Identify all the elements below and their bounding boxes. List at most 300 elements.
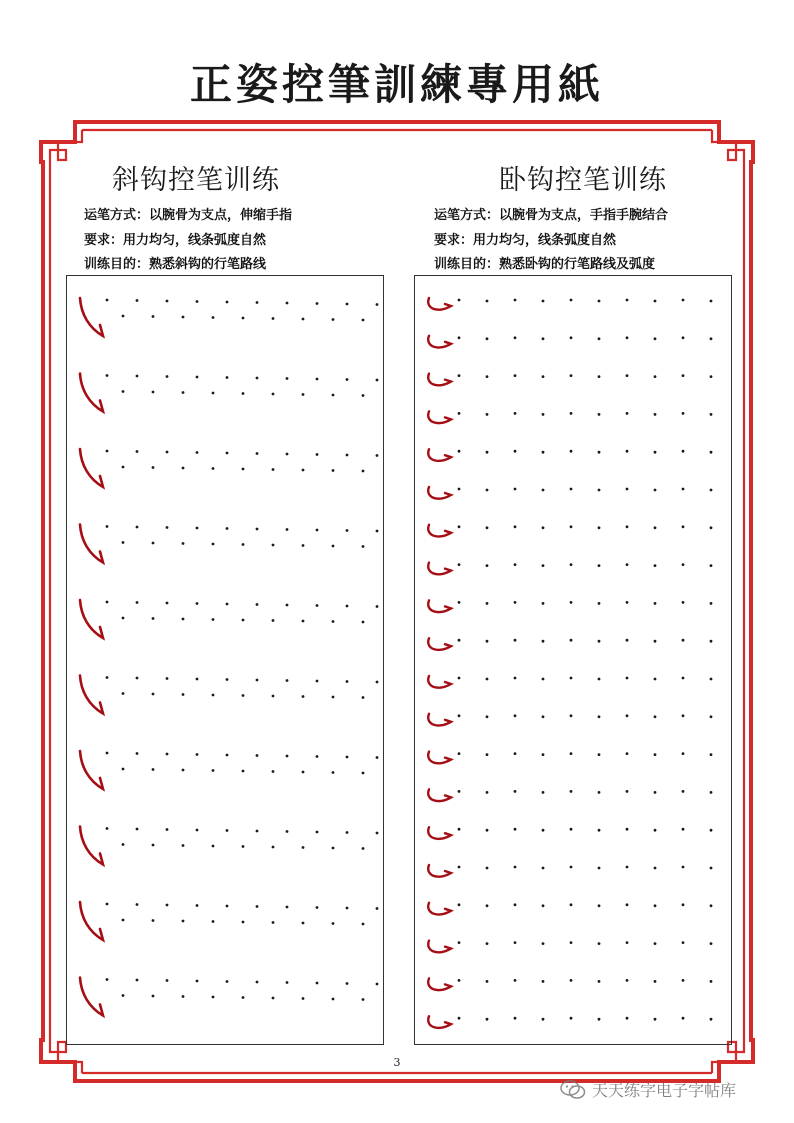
guide-dot [302, 469, 305, 472]
guide-dot [256, 830, 259, 833]
guide-dot [654, 1018, 657, 1021]
guide-dot [598, 715, 601, 718]
guide-dot [514, 525, 517, 528]
lying-hook-stroke [428, 978, 451, 990]
guide-dot [626, 714, 629, 717]
guide-dot [486, 980, 489, 983]
guide-dot [346, 529, 349, 532]
guide-dot [332, 771, 335, 774]
slant-hook-stroke [80, 827, 103, 865]
slant-hook-stroke [80, 449, 103, 487]
lying-hook-stroke [428, 525, 451, 537]
guide-dot [458, 790, 461, 793]
guide-dot [682, 903, 685, 906]
guide-dot [710, 640, 713, 643]
guide-dot [542, 829, 545, 832]
guide-dot [514, 1017, 517, 1020]
guide-dot [570, 336, 573, 339]
guide-dot [542, 678, 545, 681]
guide-dot [542, 640, 545, 643]
guide-dot [302, 922, 305, 925]
left-panel-heading: 斜钩控笔训练 [112, 165, 280, 196]
guide-dot [332, 922, 335, 925]
guide-dot [106, 601, 109, 604]
guide-dot [166, 753, 169, 756]
guide-dot [598, 980, 601, 983]
guide-dot [166, 828, 169, 831]
guide-dot [106, 525, 109, 528]
guide-dot [458, 714, 461, 717]
guide-dot [212, 392, 215, 395]
guide-dot [272, 695, 275, 698]
slant-hook-stroke [80, 525, 103, 563]
guide-dot [212, 845, 215, 848]
guide-dot [196, 527, 199, 530]
guide-dot [626, 563, 629, 566]
lying-hook-practice-grid[interactable] [414, 275, 732, 1045]
guide-dot [286, 830, 289, 833]
guide-dot [136, 903, 139, 906]
guide-dot [682, 639, 685, 642]
guide-dot [458, 979, 461, 982]
guide-dot [122, 768, 125, 771]
guide-dot [654, 753, 657, 756]
guide-dot [654, 715, 657, 718]
guide-dot [598, 791, 601, 794]
right-requirement-text: 要求：用力均匀，线条弧度自然 [434, 233, 617, 248]
lying-hook-stroke [428, 336, 451, 348]
guide-dot [570, 979, 573, 982]
guide-dot [514, 563, 517, 566]
slant-hook-stroke [80, 978, 103, 1016]
guide-dot [542, 564, 545, 567]
guide-dot [362, 998, 365, 1001]
guide-dot [514, 677, 517, 680]
guide-dot [182, 769, 185, 772]
guide-dot [458, 601, 461, 604]
guide-dot [152, 391, 155, 394]
guide-dot [514, 336, 517, 339]
guide-dot [654, 451, 657, 454]
guide-dot [682, 488, 685, 491]
lying-hook-stroke [428, 903, 451, 915]
guide-dot [570, 525, 573, 528]
guide-dot [514, 941, 517, 944]
guide-dot [182, 693, 185, 696]
guide-dot [710, 867, 713, 870]
guide-dot [598, 300, 601, 303]
guide-dot [346, 680, 349, 683]
guide-dot [286, 981, 289, 984]
guide-dot [682, 299, 685, 302]
guide-dot [226, 678, 229, 681]
guide-dot [212, 920, 215, 923]
guide-dot [226, 980, 229, 983]
guide-dot [226, 376, 229, 379]
guide-dot [542, 942, 545, 945]
guide-dot [272, 317, 275, 320]
guide-dot [332, 394, 335, 397]
guide-dot [542, 1018, 545, 1021]
guide-dot [570, 903, 573, 906]
guide-dot [152, 768, 155, 771]
guide-dot [570, 601, 573, 604]
lying-hook-stroke [428, 563, 451, 575]
guide-dot [626, 941, 629, 944]
guide-dot [486, 337, 489, 340]
guide-dot [598, 451, 601, 454]
guide-dot [302, 771, 305, 774]
guide-dot [710, 564, 713, 567]
guide-dot [376, 454, 379, 457]
guide-dot [332, 545, 335, 548]
guide-dot [682, 866, 685, 869]
guide-dot [598, 753, 601, 756]
guide-dot [196, 829, 199, 832]
guide-dot [514, 639, 517, 642]
guide-dot [598, 942, 601, 945]
guide-dot [106, 827, 109, 830]
guide-dot [272, 997, 275, 1000]
guide-dot [196, 376, 199, 379]
guide-dot [122, 919, 125, 922]
guide-dot [286, 377, 289, 380]
guide-dot [242, 694, 245, 697]
guide-dot [654, 640, 657, 643]
guide-dot [362, 470, 365, 473]
guide-dot [486, 300, 489, 303]
guide-dot [486, 867, 489, 870]
guide-dot [256, 452, 259, 455]
guide-dot [570, 1017, 573, 1020]
guide-dot [196, 980, 199, 983]
guide-dot [196, 451, 199, 454]
guide-dot [272, 846, 275, 849]
guide-dot [256, 905, 259, 908]
guide-dot [182, 995, 185, 998]
slant-hook-stroke [80, 751, 103, 789]
guide-dot [514, 714, 517, 717]
guide-dot [486, 526, 489, 529]
guide-dot [514, 374, 517, 377]
guide-dot [302, 620, 305, 623]
guide-dot [486, 640, 489, 643]
guide-dot [682, 714, 685, 717]
lying-hook-stroke [428, 714, 451, 726]
guide-dot [710, 300, 713, 303]
guide-dot [166, 300, 169, 303]
guide-dot [458, 374, 461, 377]
guide-dot [166, 602, 169, 605]
guide-dot [598, 640, 601, 643]
guide-dot [570, 412, 573, 415]
guide-dot [212, 694, 215, 697]
left-purpose-text: 训练目的：熟悉斜钩的行笔路线 [84, 257, 267, 272]
guide-dot [196, 602, 199, 605]
guide-dot [286, 906, 289, 909]
guide-dot [626, 1017, 629, 1020]
guide-dot [226, 829, 229, 832]
guide-dot [682, 677, 685, 680]
guide-dot [486, 602, 489, 605]
guide-dot [598, 413, 601, 416]
guide-dot [302, 393, 305, 396]
guide-dot [486, 451, 489, 454]
guide-dot [332, 998, 335, 1001]
guide-dot [376, 303, 379, 306]
guide-dot [302, 695, 305, 698]
guide-dot [682, 412, 685, 415]
guide-dot [458, 677, 461, 680]
lying-hook-stroke [428, 789, 451, 801]
guide-dot [332, 847, 335, 850]
guide-dot [316, 982, 319, 985]
guide-dot [570, 374, 573, 377]
guide-dot [654, 526, 657, 529]
guide-dot [598, 867, 601, 870]
guide-dot [136, 828, 139, 831]
guide-dot [486, 791, 489, 794]
guide-dot [272, 921, 275, 924]
guide-dot [226, 905, 229, 908]
guide-dot [570, 790, 573, 793]
guide-dot [458, 866, 461, 869]
guide-dot [654, 413, 657, 416]
lying-hook-stroke [428, 941, 451, 953]
guide-dot [152, 315, 155, 318]
guide-dot [542, 451, 545, 454]
guide-dot [682, 336, 685, 339]
guide-dot [362, 621, 365, 624]
lying-hook-stroke [428, 449, 451, 461]
guide-dot [710, 451, 713, 454]
guide-dot [458, 828, 461, 831]
guide-dot [598, 904, 601, 907]
guide-dot [570, 714, 573, 717]
lying-hook-stroke [428, 374, 451, 386]
guide-dot [316, 680, 319, 683]
guide-dot [542, 753, 545, 756]
lying-hook-stroke [428, 411, 451, 423]
guide-dot [654, 942, 657, 945]
guide-dot [542, 526, 545, 529]
guide-dot [362, 923, 365, 926]
slant-hook-practice-grid[interactable] [66, 275, 384, 1045]
guide-dot [106, 978, 109, 981]
guide-dot [654, 602, 657, 605]
guide-dot [710, 980, 713, 983]
guide-dot [152, 542, 155, 545]
guide-dot [514, 790, 517, 793]
guide-dot [272, 619, 275, 622]
guide-dot [212, 618, 215, 621]
guide-dot [682, 790, 685, 793]
guide-dot [332, 696, 335, 699]
guide-dot [242, 619, 245, 622]
guide-dot [226, 754, 229, 757]
guide-dot [626, 979, 629, 982]
guide-dot [458, 525, 461, 528]
guide-dot [332, 469, 335, 472]
guide-dot [486, 1018, 489, 1021]
guide-dot [256, 301, 259, 304]
lying-hook-stroke [428, 1016, 451, 1028]
guide-dot [682, 374, 685, 377]
guide-dot [570, 752, 573, 755]
guide-dot [654, 829, 657, 832]
lying-hook-stroke [428, 865, 451, 877]
guide-dot [166, 904, 169, 907]
guide-dot [182, 542, 185, 545]
right-panel-heading: 卧钩控笔训练 [499, 165, 667, 196]
guide-dot [682, 828, 685, 831]
guide-dot [710, 942, 713, 945]
guide-dot [376, 756, 379, 759]
left-requirement-text: 要求：用力均匀，线条弧度自然 [84, 233, 267, 248]
guide-dot [514, 903, 517, 906]
guide-dot [654, 678, 657, 681]
guide-dot [256, 528, 259, 531]
guide-dot [514, 601, 517, 604]
guide-dot [542, 867, 545, 870]
guide-dot [272, 468, 275, 471]
guide-dot [486, 564, 489, 567]
guide-dot [458, 412, 461, 415]
guide-dot [710, 715, 713, 718]
guide-dot [106, 450, 109, 453]
guide-dot [542, 300, 545, 303]
guide-dot [256, 377, 259, 380]
guide-dot [152, 844, 155, 847]
guide-dot [458, 450, 461, 453]
guide-dot [242, 770, 245, 773]
guide-dot [332, 620, 335, 623]
guide-dot [182, 316, 185, 319]
guide-dot [514, 979, 517, 982]
guide-dot [122, 541, 125, 544]
guide-dot [542, 413, 545, 416]
guide-dot [332, 318, 335, 321]
guide-dot [136, 601, 139, 604]
guide-dot [514, 450, 517, 453]
guide-dot [376, 379, 379, 382]
guide-dot [346, 982, 349, 985]
watermark [560, 1078, 736, 1101]
guide-dot [542, 375, 545, 378]
guide-dot [242, 845, 245, 848]
guide-dot [122, 843, 125, 846]
guide-dot [486, 375, 489, 378]
lying-hook-stroke [428, 676, 451, 688]
guide-dot [542, 337, 545, 340]
guide-dot [182, 467, 185, 470]
guide-dot [514, 828, 517, 831]
guide-dot [376, 983, 379, 986]
guide-dot [570, 941, 573, 944]
guide-dot [570, 488, 573, 491]
guide-dot [486, 942, 489, 945]
guide-dot [458, 299, 461, 302]
guide-dot [196, 753, 199, 756]
guide-dot [166, 451, 169, 454]
guide-dot [346, 756, 349, 759]
guide-dot [346, 907, 349, 910]
guide-dot [654, 904, 657, 907]
guide-dot [212, 316, 215, 319]
right-purpose-text: 训练目的：熟悉卧钩的行笔路线及弧度 [434, 257, 656, 272]
guide-dot [136, 677, 139, 680]
guide-dot [106, 676, 109, 679]
guide-dot [152, 466, 155, 469]
guide-dot [626, 601, 629, 604]
guide-dot [626, 790, 629, 793]
guide-dot [182, 618, 185, 621]
guide-dot [226, 603, 229, 606]
guide-dot [486, 715, 489, 718]
guide-dot [286, 453, 289, 456]
guide-dot [242, 921, 245, 924]
guide-dot [710, 829, 713, 832]
guide-dot [710, 753, 713, 756]
guide-dot [316, 529, 319, 532]
slant-hook-stroke [80, 298, 103, 336]
guide-dot [302, 997, 305, 1000]
guide-dot [682, 450, 685, 453]
guide-dot [542, 980, 545, 983]
guide-dot [122, 466, 125, 469]
guide-dot [182, 920, 185, 923]
guide-dot [710, 375, 713, 378]
guide-dot [152, 919, 155, 922]
guide-dot [286, 679, 289, 682]
guide-dot [626, 336, 629, 339]
guide-dot [166, 979, 169, 982]
guide-dot [272, 544, 275, 547]
guide-dot [196, 904, 199, 907]
guide-dot [486, 753, 489, 756]
guide-dot [302, 846, 305, 849]
guide-dot [682, 752, 685, 755]
guide-dot [256, 603, 259, 606]
guide-dot [682, 563, 685, 566]
guide-dot [514, 488, 517, 491]
slant-hook-stroke [80, 374, 103, 412]
guide-dot [626, 488, 629, 491]
guide-dot [302, 318, 305, 321]
guide-dot [710, 1018, 713, 1021]
guide-dot [626, 903, 629, 906]
slant-hook-stroke [80, 676, 103, 714]
guide-dot [514, 412, 517, 415]
guide-dot [486, 904, 489, 907]
guide-dot [346, 831, 349, 834]
guide-dot [598, 829, 601, 832]
guide-dot [514, 752, 517, 755]
guide-dot [542, 904, 545, 907]
guide-dot [286, 528, 289, 531]
guide-dot [136, 979, 139, 982]
guide-dot [346, 303, 349, 306]
guide-dot [654, 867, 657, 870]
guide-dot [626, 299, 629, 302]
watermark-text: 天天练字电子字帖库 [592, 1081, 737, 1100]
lying-hook-stroke [428, 638, 451, 650]
guide-dot [286, 302, 289, 305]
guide-dot [106, 752, 109, 755]
guide-dot [682, 941, 685, 944]
guide-dot [196, 300, 199, 303]
guide-dot [626, 450, 629, 453]
